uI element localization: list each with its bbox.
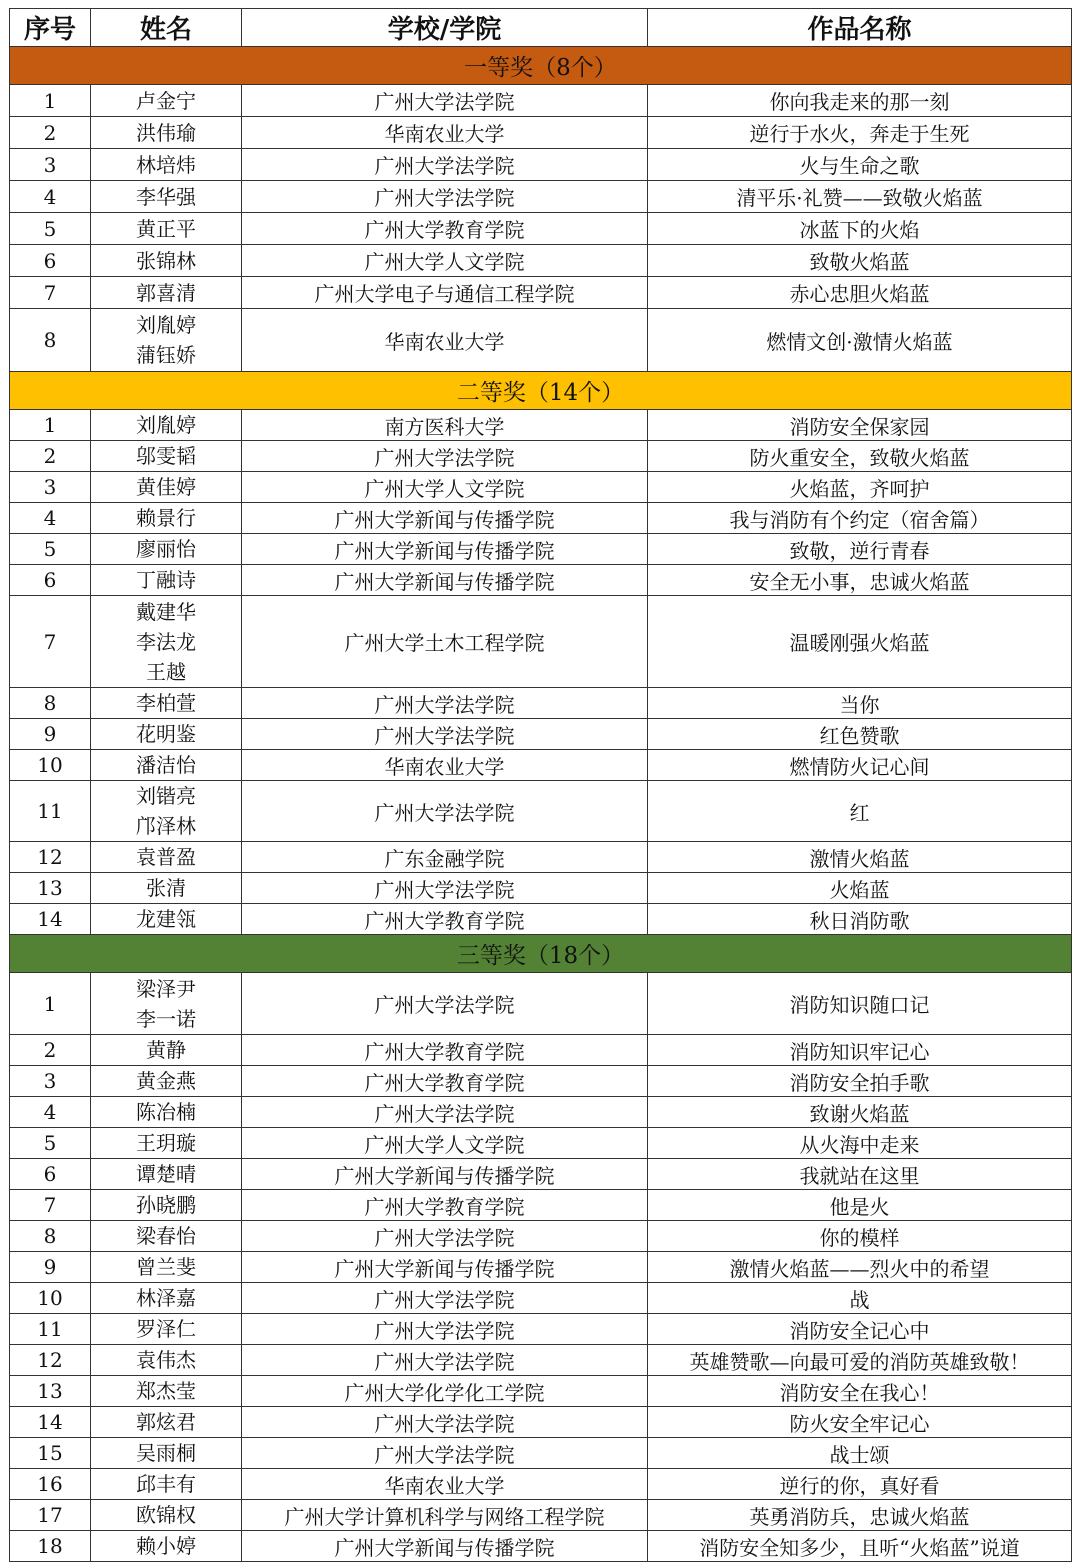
table-row (10, 842, 1072, 873)
participant-name: 王越 (146, 659, 186, 684)
work-title: 火与生命之歌 (648, 149, 1072, 181)
row-number: 11 (10, 1314, 91, 1345)
participant-name: 孙晓鹏 (136, 1193, 196, 1217)
work-title: 温暖刚强火焰蓝 (648, 596, 1072, 688)
row-number: 4 (10, 181, 91, 213)
table-row (10, 1314, 1072, 1345)
work-title: 红 (648, 781, 1072, 842)
table-row (10, 873, 1072, 904)
table-row (10, 596, 1072, 688)
table-row (10, 1283, 1072, 1314)
participant-names (91, 309, 242, 372)
work-title: 致敬，逆行青春 (648, 534, 1072, 565)
row-number: 2 (10, 117, 91, 149)
participant-names (91, 117, 242, 149)
work-title: 你的模样 (648, 1221, 1072, 1252)
participant-names (91, 277, 242, 309)
work-title: 防火安全牢记心 (648, 1407, 1072, 1438)
table-row (10, 719, 1072, 750)
row-number: 12 (10, 1345, 91, 1376)
school-name: 广州大学法学院 (242, 1097, 648, 1128)
table-row (10, 213, 1072, 245)
participant-names (91, 781, 242, 842)
row-number: 3 (10, 149, 91, 181)
participant-names (91, 534, 242, 565)
row-number: 3 (10, 1066, 91, 1097)
school-name: 广州大学法学院 (242, 1314, 648, 1345)
row-number: 13 (10, 873, 91, 904)
school-name: 广州大学人文学院 (242, 472, 648, 503)
table-row (10, 277, 1072, 309)
table-row (10, 534, 1072, 565)
participant-name: 罗泽仁 (136, 1317, 196, 1341)
row-number: 17 (10, 1500, 91, 1531)
row-number: 6 (10, 1159, 91, 1190)
table-row (10, 410, 1072, 441)
participant-names (91, 1407, 242, 1438)
participant-name: 卢金宁 (136, 88, 196, 113)
row-number: 11 (10, 781, 91, 842)
participant-name: 蒲钰娇 (136, 343, 196, 367)
school-name: 广州大学新闻与传播学院 (242, 565, 648, 596)
participant-name: 王玥璇 (136, 1131, 196, 1155)
table-row (10, 1438, 1072, 1469)
row-number: 1 (10, 973, 91, 1035)
participant-names (91, 472, 242, 503)
participant-names (91, 1097, 242, 1128)
work-title: 当你 (648, 688, 1072, 719)
row-number: 14 (10, 1407, 91, 1438)
row-number: 4 (10, 1097, 91, 1128)
school-name: 广州大学法学院 (242, 441, 648, 472)
row-number: 4 (10, 503, 91, 534)
row-number: 2 (10, 441, 91, 472)
school-name: 华南农业大学 (242, 1469, 648, 1500)
work-title: 消防安全拍手歌 (648, 1066, 1072, 1097)
table-row (10, 309, 1072, 372)
table-row (10, 1128, 1072, 1159)
school-name: 广州大学新闻与传播学院 (242, 534, 648, 565)
school-name: 广州大学新闻与传播学院 (242, 503, 648, 534)
work-title: 他是火 (648, 1190, 1072, 1221)
school-name: 广州大学法学院 (242, 1345, 648, 1376)
work-title: 消防安全知多少，且听“火焰蓝”说道 (648, 1531, 1072, 1562)
school-name: 广州大学法学院 (242, 181, 648, 213)
work-title: 冰蓝下的火焰 (648, 213, 1072, 245)
participant-names (91, 503, 242, 534)
table-row (10, 1500, 1072, 1531)
participant-name: 刘胤婷 (136, 313, 196, 337)
participant-name: 黄正平 (136, 216, 196, 241)
participant-name: 郑杰莹 (136, 1379, 196, 1403)
school-name: 广州大学化学化工学院 (242, 1376, 648, 1407)
row-number: 8 (10, 1221, 91, 1252)
school-name: 广州大学法学院 (242, 1438, 648, 1469)
school-name: 南方医科大学 (242, 410, 648, 441)
table-row (10, 117, 1072, 149)
participant-names (91, 1376, 242, 1407)
row-number: 9 (10, 1252, 91, 1283)
participant-name: 戴建华 (136, 599, 196, 624)
participant-names (91, 245, 242, 277)
row-number: 7 (10, 596, 91, 688)
participant-name: 李华强 (136, 184, 196, 209)
participant-names (91, 1035, 242, 1066)
row-number: 14 (10, 904, 91, 935)
participant-name: 吴雨桐 (136, 1441, 196, 1465)
row-number: 12 (10, 842, 91, 873)
school-name: 广州大学人文学院 (242, 245, 648, 277)
work-title: 英雄赞歌—向最可爱的消防英雄致敬！ (648, 1345, 1072, 1376)
work-title: 赤心忠胆火焰蓝 (648, 277, 1072, 309)
work-title: 安全无小事，忠诚火焰蓝 (648, 565, 1072, 596)
work-title: 消防知识牢记心 (648, 1035, 1072, 1066)
school-name: 广州大学教育学院 (242, 904, 648, 935)
school-name: 广州大学法学院 (242, 873, 648, 904)
participant-names (91, 596, 242, 688)
school-name: 广州大学电子与通信工程学院 (242, 277, 648, 309)
participant-names (91, 750, 242, 781)
work-title: 红色赞歌 (648, 719, 1072, 750)
participant-name: 梁春怡 (136, 1224, 196, 1248)
work-title: 消防安全在我心！ (648, 1376, 1072, 1407)
participant-name: 梁泽尹 (136, 976, 196, 1001)
participant-names (91, 873, 242, 904)
row-number: 7 (10, 1190, 91, 1221)
row-number: 1 (10, 410, 91, 441)
work-title: 从火海中走来 (648, 1128, 1072, 1159)
participant-names (91, 1438, 242, 1469)
school-name: 广州大学新闻与传播学院 (242, 1531, 648, 1562)
participant-name: 袁普盈 (136, 845, 196, 869)
work-title: 火焰蓝 (648, 873, 1072, 904)
table-row (10, 1097, 1072, 1128)
school-name: 广州大学新闻与传播学院 (242, 1159, 648, 1190)
table-row (10, 1252, 1072, 1283)
col-header-work: 作品名称 (648, 9, 1072, 47)
participant-names (91, 181, 242, 213)
participant-names (91, 410, 242, 441)
col-header-no: 序号 (10, 9, 91, 47)
table-row (10, 149, 1072, 181)
table-row (10, 1531, 1072, 1562)
work-title: 秋日消防歌 (648, 904, 1072, 935)
row-number: 3 (10, 472, 91, 503)
participant-names (91, 441, 242, 472)
first-prize-section-header (10, 47, 1072, 85)
col-header-name: 姓名 (91, 9, 242, 47)
table-row (10, 781, 1072, 842)
work-title: 火焰蓝，齐呵护 (648, 472, 1072, 503)
row-number: 8 (10, 688, 91, 719)
participant-name: 黄静 (146, 1038, 186, 1062)
school-name: 广州大学法学院 (242, 973, 648, 1035)
participant-name: 郭喜清 (136, 280, 196, 305)
row-number: 18 (10, 1531, 91, 1562)
participant-names (91, 1066, 242, 1097)
participant-name: 李法龙 (136, 629, 196, 654)
col-header-school: 学校/学院 (242, 9, 648, 47)
work-title: 防火重安全，致敬火焰蓝 (648, 441, 1072, 472)
school-name: 广州大学新闻与传播学院 (242, 1252, 648, 1283)
row-number: 5 (10, 534, 91, 565)
participant-names (91, 1500, 242, 1531)
participant-name: 张锦林 (136, 248, 196, 273)
school-name: 华南农业大学 (242, 750, 648, 781)
school-name: 广州大学法学院 (242, 781, 648, 842)
table-row (10, 1345, 1072, 1376)
row-number: 8 (10, 309, 91, 372)
participant-name: 黄金燕 (136, 1069, 196, 1093)
work-title: 激情火焰蓝——烈火中的希望 (648, 1252, 1072, 1283)
participant-name: 欧锦权 (136, 1503, 196, 1527)
school-name: 华南农业大学 (242, 309, 648, 372)
work-title: 激情火焰蓝 (648, 842, 1072, 873)
work-title: 燃情文创·激情火焰蓝 (648, 309, 1072, 372)
work-title: 我与消防有个约定（宿舍篇） (648, 503, 1072, 534)
participant-names (91, 1283, 242, 1314)
table-row (10, 441, 1072, 472)
row-number: 7 (10, 277, 91, 309)
school-name: 华南农业大学 (242, 117, 648, 149)
participant-name: 李一诺 (136, 1006, 196, 1031)
participant-names (91, 1314, 242, 1345)
participant-names (91, 149, 242, 181)
table-row (10, 688, 1072, 719)
row-number: 5 (10, 213, 91, 245)
table-row (10, 245, 1072, 277)
participant-name: 谭楚晴 (136, 1162, 196, 1186)
school-name: 广州大学人文学院 (242, 1128, 648, 1159)
participant-name: 袁伟杰 (136, 1348, 196, 1372)
school-name: 广东金融学院 (242, 842, 648, 873)
school-name: 广州大学法学院 (242, 1407, 648, 1438)
participant-name: 黄佳婷 (136, 475, 196, 499)
row-number: 16 (10, 1469, 91, 1500)
school-name: 广州大学法学院 (242, 85, 648, 117)
table-row (10, 472, 1072, 503)
table-row (10, 565, 1072, 596)
participant-names (91, 1252, 242, 1283)
work-title: 逆行于水火，奔走于生死 (648, 117, 1072, 149)
participant-name: 林培炜 (136, 152, 196, 177)
school-name: 广州大学教育学院 (242, 213, 648, 245)
school-name: 广州大学计算机科学与网络工程学院 (242, 1500, 648, 1531)
table-row (10, 1376, 1072, 1407)
awards-table (9, 8, 1072, 1562)
participant-name: 邬雯韬 (136, 444, 196, 468)
participant-name: 龙建瓴 (136, 907, 196, 931)
participant-name: 花明鉴 (136, 722, 196, 746)
school-name: 广州大学法学院 (242, 149, 648, 181)
table-row (10, 1066, 1072, 1097)
table-row (10, 1221, 1072, 1252)
participant-name: 林泽嘉 (136, 1286, 196, 1310)
table-row (10, 503, 1072, 534)
school-name: 广州大学法学院 (242, 1283, 648, 1314)
participant-names (91, 1469, 242, 1500)
header-row (10, 9, 1072, 47)
participant-name: 陈冶楠 (136, 1100, 196, 1124)
work-title: 逆行的你，真好看 (648, 1469, 1072, 1500)
participant-names (91, 1128, 242, 1159)
row-number: 2 (10, 1035, 91, 1066)
participant-names (91, 213, 242, 245)
school-name: 广州大学教育学院 (242, 1190, 648, 1221)
work-title: 清平乐·礼赞——致敬火焰蓝 (648, 181, 1072, 213)
table-row (10, 1035, 1072, 1066)
table-row (10, 750, 1072, 781)
participant-name: 邱丰有 (136, 1472, 196, 1496)
participant-name: 张清 (146, 876, 186, 900)
row-number: 9 (10, 719, 91, 750)
work-title: 英勇消防兵，忠诚火焰蓝 (648, 1500, 1072, 1531)
table-row (10, 904, 1072, 935)
participant-names (91, 719, 242, 750)
participant-names (91, 85, 242, 117)
row-number: 13 (10, 1376, 91, 1407)
participant-name: 李柏萱 (136, 691, 196, 715)
participant-name: 丁融诗 (136, 568, 196, 592)
participant-names (91, 1531, 242, 1562)
participant-name: 廖丽怡 (136, 537, 196, 561)
participant-name: 赖景行 (136, 506, 196, 530)
school-name: 广州大学法学院 (242, 719, 648, 750)
school-name: 广州大学教育学院 (242, 1066, 648, 1097)
table-row (10, 1159, 1072, 1190)
participant-name: 刘胤婷 (136, 413, 196, 437)
third-prize-section-header (10, 935, 1072, 973)
table-row (10, 1407, 1072, 1438)
row-number: 1 (10, 85, 91, 117)
table-row (10, 1190, 1072, 1221)
school-name: 广州大学土木工程学院 (242, 596, 648, 688)
work-title: 战 (648, 1283, 1072, 1314)
participant-name: 赖小婷 (136, 1534, 196, 1558)
work-title: 致敬火焰蓝 (648, 245, 1072, 277)
work-title: 战士颂 (648, 1438, 1072, 1469)
participant-name: 邝泽林 (136, 814, 196, 838)
participant-names (91, 1345, 242, 1376)
row-number: 6 (10, 565, 91, 596)
participant-name: 洪伟瑜 (136, 120, 196, 145)
section-title: 三等奖（18个） (10, 935, 1072, 973)
school-name: 广州大学法学院 (242, 1221, 648, 1252)
row-number: 6 (10, 245, 91, 277)
participant-names (91, 1159, 242, 1190)
participant-name: 刘锴亮 (136, 784, 196, 808)
table-row (10, 1469, 1072, 1500)
participant-names (91, 1190, 242, 1221)
row-number: 5 (10, 1128, 91, 1159)
work-title: 你向我走来的那一刻 (648, 85, 1072, 117)
second-prize-section-header (10, 372, 1072, 410)
participant-names (91, 1221, 242, 1252)
participant-name: 曾兰斐 (136, 1255, 196, 1279)
work-title: 燃情防火记心间 (648, 750, 1072, 781)
table-row (10, 85, 1072, 117)
school-name: 广州大学法学院 (242, 688, 648, 719)
work-title: 致谢火焰蓝 (648, 1097, 1072, 1128)
participant-name: 潘洁怡 (136, 753, 196, 777)
work-title: 我就站在这里 (648, 1159, 1072, 1190)
school-name: 广州大学教育学院 (242, 1035, 648, 1066)
section-title: 二等奖（14个） (10, 372, 1072, 410)
work-title: 消防知识随口记 (648, 973, 1072, 1035)
participant-names (91, 973, 242, 1035)
participant-name: 郭炫君 (136, 1410, 196, 1434)
table-row (10, 973, 1072, 1035)
participant-names (91, 565, 242, 596)
participant-names (91, 904, 242, 935)
row-number: 15 (10, 1438, 91, 1469)
work-title: 消防安全记心中 (648, 1314, 1072, 1345)
participant-names (91, 688, 242, 719)
work-title: 消防安全保家园 (648, 410, 1072, 441)
participant-names (91, 842, 242, 873)
table-row (10, 181, 1072, 213)
row-number: 10 (10, 1283, 91, 1314)
row-number: 10 (10, 750, 91, 781)
section-title: 一等奖（8个） (10, 47, 1072, 85)
